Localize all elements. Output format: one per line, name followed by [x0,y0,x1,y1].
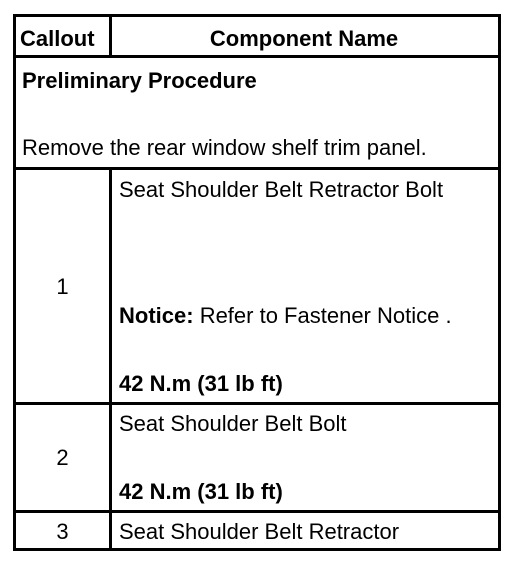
notice-text: Refer to Fastener Notice . [199,303,452,328]
header-component-name: Component Name [209,26,399,51]
procedure-table [13,14,501,551]
notice-label: Notice: [119,303,194,328]
header-callout: Callout [20,26,95,51]
callout-number: 1 [56,274,69,299]
column-divider [109,167,112,551]
row-divider [16,55,498,58]
torque-spec: 42 N.m (31 lb ft) [119,371,283,396]
callout-number: 2 [56,445,69,470]
component-name: Seat Shoulder Belt Retractor Bolt [119,177,444,202]
callout-number: 3 [56,519,69,544]
notice-line [119,303,452,329]
component-name: Seat Shoulder Belt Retractor [119,519,400,544]
preliminary-text: Remove the rear window shelf trim panel. [22,135,427,160]
component-name: Seat Shoulder Belt Bolt [119,411,347,436]
row-divider [16,510,498,513]
preliminary-title: Preliminary Procedure [22,68,257,93]
row-divider [16,402,498,405]
row-divider [16,167,498,170]
torque-spec: 42 N.m (31 lb ft) [119,479,283,504]
header-divider [109,17,112,55]
